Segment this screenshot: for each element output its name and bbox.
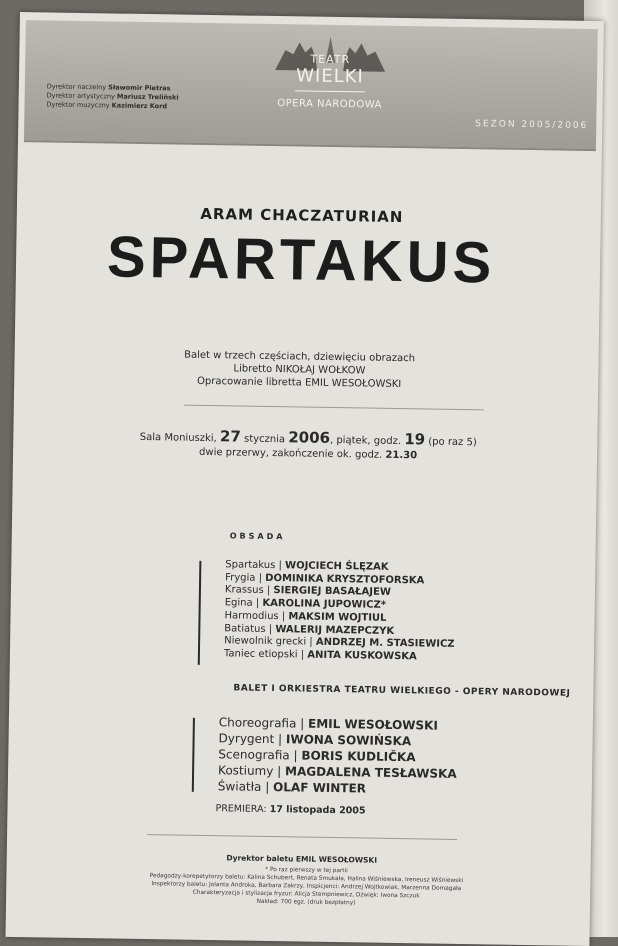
note-line: Charakteryzacja i stylizacja fryzur: Alicja Stempniewicz, Dźwięk: Iwona Szczuk bbox=[192, 889, 420, 900]
end-time: 21.30 bbox=[385, 449, 418, 462]
cast-name: WALERIJ MAZEPCZYK bbox=[275, 623, 395, 637]
performance-hour: 19 bbox=[404, 430, 426, 449]
season-label: SEZON 2005/2006 bbox=[475, 119, 589, 131]
cast-list bbox=[224, 559, 456, 664]
logo-teatr: TEATR bbox=[310, 52, 351, 67]
cast-name: DOMINIKA KRYSZTOFORSKA bbox=[265, 572, 425, 587]
director-name: Sławomir Pietras bbox=[108, 83, 171, 93]
header-band bbox=[24, 20, 598, 151]
subtitle-line: Libretto NIKOŁAJ WOŁKOW bbox=[233, 363, 366, 377]
cast-role: Niewolnik grecki bbox=[224, 635, 307, 648]
logo-opera: OPERA NARODOWA bbox=[277, 98, 383, 111]
crew-role: Kostiumy bbox=[218, 763, 274, 779]
divider bbox=[184, 405, 484, 411]
director-role: Dyrektor naczelny bbox=[46, 82, 107, 92]
cast-role: Egina bbox=[224, 597, 253, 609]
note-line: Nakład: 700 egz. (druk bezpłatny) bbox=[256, 898, 356, 907]
cast-row: Niewolnik grecki | ANDRZEJ M. STASIEWICZ bbox=[224, 635, 455, 651]
crew-row: Kostiumy | MAGDALENA TESŁAWSKA bbox=[218, 763, 457, 781]
crew-name: EMIL WESOŁOWSKI bbox=[307, 716, 438, 733]
cast-row: Egina | KAROLINA JUPOWICZ* bbox=[224, 597, 387, 611]
cast-role: Frygia bbox=[225, 571, 256, 584]
director-role: Dyrektor artystyczny bbox=[46, 91, 115, 101]
cast-name: SIERGIEJ BASAŁAJEW bbox=[273, 585, 391, 599]
ballet-director: Dyrektor baletu EMIL WESOŁOWSKI bbox=[226, 853, 378, 865]
cast-name: ANDRZEJ M. STASIEWICZ bbox=[315, 636, 455, 651]
performance-year: 2006 bbox=[288, 428, 331, 447]
crew-name: OLAF WINTER bbox=[273, 780, 367, 796]
performance-note: (po raz 5) bbox=[428, 436, 477, 449]
cast-role: Taniec etiopski bbox=[223, 648, 298, 661]
performance-month: stycznia bbox=[243, 433, 286, 446]
premiere bbox=[215, 803, 365, 816]
directors-list bbox=[46, 82, 178, 111]
premiere-label: PREMIERA: bbox=[215, 803, 267, 815]
crew-bar bbox=[192, 718, 195, 792]
crew-role: Choreografia bbox=[218, 715, 297, 731]
cast-name: KAROLINA JUPOWICZ* bbox=[262, 597, 387, 611]
crew-role: Światła bbox=[217, 779, 262, 794]
cast-row: Taniec etiopski | ANITA KUSKOWSKA bbox=[223, 648, 417, 663]
cast-name: MAKSIM WOJTIUL bbox=[288, 611, 387, 624]
composer: ARAM CHACZATURIAN bbox=[200, 204, 404, 227]
cast-bar bbox=[198, 561, 202, 665]
cast-role: Krassus bbox=[224, 584, 264, 597]
venue: Sala Moniuszki, bbox=[139, 431, 217, 445]
cast-row: Spartakus | WOJCIECH ŚLĘZAK bbox=[225, 559, 389, 573]
director-name: Kazimierz Kord bbox=[111, 101, 168, 111]
crew-row: Choreografia | EMIL WESOŁOWSKI bbox=[218, 715, 438, 733]
crew-row: Dyrygent | IWONA SOWIŃSKA bbox=[218, 731, 412, 749]
director-role: Dyrektor muzyczny bbox=[46, 100, 110, 110]
crew-row: Światła | OLAF WINTER bbox=[217, 779, 367, 796]
divider bbox=[147, 834, 457, 840]
crew-role: Dyrygent bbox=[218, 731, 275, 747]
performance-day: 27 bbox=[219, 427, 242, 446]
intermission-text: dwie przerwy, zakończenie ok. godz. bbox=[199, 446, 383, 461]
note-line: * Po raz pierwszy w tej partii bbox=[265, 866, 348, 875]
crew-list bbox=[218, 714, 458, 798]
premiere-date: 17 listopada 2005 bbox=[269, 804, 366, 817]
cast-role: Harmodius bbox=[224, 610, 279, 622]
crew-name: MAGDALENA TESŁAWSKA bbox=[284, 764, 457, 781]
theatre-logo bbox=[255, 32, 406, 111]
director-row bbox=[46, 100, 178, 111]
crew-name: IWONA SOWIŃSKA bbox=[285, 732, 412, 749]
note-line: Pedagodzy-korepetytorzy baletu: Kalina Schubert, Renata Smukała, Halina Wiśniewska, Ireneusz Wiśniewski bbox=[149, 873, 464, 885]
logo-wielki: WIELKI bbox=[296, 65, 365, 88]
page-title: SPARTAKUS bbox=[106, 224, 496, 296]
subtitle-line: Opracowanie libretta EMIL WESOŁOWSKI bbox=[197, 375, 402, 391]
cast-row: Harmodius | MAKSIM WOJTIUL bbox=[224, 610, 387, 624]
logo-divider bbox=[295, 90, 365, 92]
cast-row: Frygia | DOMINIKA KRYSZTOFORSKA bbox=[225, 571, 425, 587]
program-page bbox=[5, 12, 603, 946]
footer-notes bbox=[66, 863, 547, 911]
note-line: Inspektorzy baletu: Jolanta Androka, Barbara Zakrzy, Inspicjenci: Andrzej Wojtkowiak, Marzenna Domagała bbox=[151, 881, 462, 893]
cast-role: Batiatus bbox=[224, 622, 266, 635]
crew-name: BORIS KUDLIČKA bbox=[301, 748, 416, 765]
cast-name: WOJCIECH ŚLĘZAK bbox=[284, 560, 389, 573]
performance-info bbox=[13, 426, 603, 466]
crew-row: Scenografia | BORIS KUDLIČKA bbox=[218, 747, 416, 765]
crew-role: Scenografia bbox=[218, 747, 290, 763]
cast-row: Batiatus | WALERIJ MAZEPCZYK bbox=[224, 622, 395, 637]
subtitle bbox=[14, 346, 585, 394]
cast-heading: OBSADA bbox=[229, 531, 286, 542]
cast-name: ANITA KUSKOWSKA bbox=[307, 649, 417, 663]
director-name: Mariusz Treliński bbox=[116, 92, 179, 102]
cast-role: Spartakus bbox=[225, 559, 276, 572]
subtitle-line: Balet w trzech częściach, dziewięciu obrazach bbox=[184, 349, 416, 365]
ensemble: BALET I ORKIESTRA TEATRU WIELKIEGO - OPERY NARODOWEJ bbox=[233, 683, 571, 699]
cast-row: Krassus | SIERGIEJ BASAŁAJEW bbox=[224, 584, 391, 599]
performance-weekday: , piątek, godz. bbox=[329, 434, 402, 448]
